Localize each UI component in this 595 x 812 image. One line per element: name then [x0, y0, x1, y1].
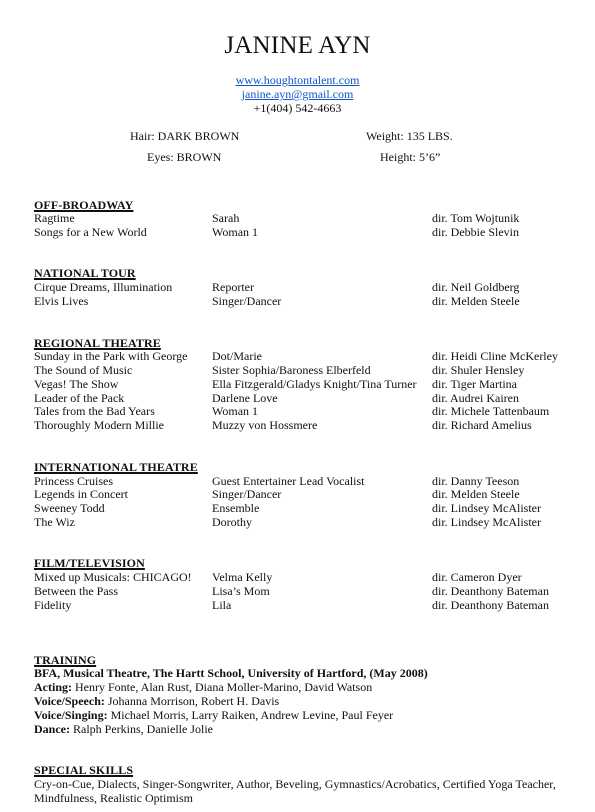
show-title: Leader of the Pack [34, 391, 125, 405]
role: Guest Entertainer Lead Vocalist [212, 474, 365, 488]
credit-row [0, 349, 595, 363]
section-title-training: TRAINING [34, 653, 97, 667]
director: dir. Lindsey McAlister [432, 501, 541, 515]
eye-color: Eyes: BROWN [147, 150, 222, 164]
role: Dot/Marie [212, 349, 262, 363]
section-title-international-theatre: INTERNATIONAL THEATRE [34, 460, 198, 474]
show-title: Between the Pass [34, 584, 118, 598]
credit-row [0, 501, 595, 515]
role: Woman 1 [212, 404, 259, 418]
director: dir. Neil Goldberg [432, 280, 520, 294]
training-value: Henry Fonte, Alan Rust, Diana Moller-Marino, David Watson [72, 680, 373, 694]
training-line [34, 694, 279, 708]
show-title: Thoroughly Modern Millie [34, 418, 164, 432]
training-label: Voice/Singing: [34, 708, 108, 722]
show-title: The Wiz [34, 515, 75, 529]
role: Ella Fitzgerald/Gladys Knight/Tina Turner [212, 377, 417, 391]
credit-row [0, 515, 595, 529]
degree-line: BFA, Musical Theatre, The Hartt School, University of Hartford, (May 2008) [34, 666, 428, 680]
training-value: Michael Morris, Larry Raiken, Andrew Levine, Paul Feyer [107, 708, 394, 722]
director: dir. Debbie Slevin [432, 225, 519, 239]
training-label: Voice/Speech: [34, 694, 105, 708]
credit-row [0, 474, 595, 488]
skills-line: Cry-on-Cue, Dialects, Singer-Songwriter, Author, Beveling, Gymnastics/Acrobatics, Certified Yoga Teacher, [34, 777, 556, 791]
section-title-special-skills: SPECIAL SKILLS [34, 763, 134, 777]
credit-row [0, 487, 595, 501]
director: dir. Tiger Martina [432, 377, 518, 391]
training-value: Ralph Perkins, Danielle Jolie [70, 722, 213, 736]
applicant-name: JANINE AYN [224, 32, 371, 59]
section-title-national-tour: NATIONAL TOUR [34, 266, 136, 280]
credit-row [0, 391, 595, 405]
director: dir. Richard Amelius [432, 418, 532, 432]
show-title: Sunday in the Park with George [34, 349, 188, 363]
director: dir. Melden Steele [432, 294, 520, 308]
role: Reporter [212, 280, 254, 294]
role: Lila [212, 598, 232, 612]
section-title-off-broadway: OFF-BROADWAY [34, 198, 134, 212]
director: dir. Michele Tattenbaum [432, 404, 550, 418]
weight: Weight: 135 LBS. [366, 129, 453, 143]
credit-row [0, 570, 595, 584]
director: dir. Shuler Hensley [432, 363, 525, 377]
director: dir. Deanthony Bateman [432, 584, 549, 598]
training-label: Dance: [34, 722, 70, 736]
credit-row [0, 418, 595, 432]
credit-row [0, 377, 595, 391]
hair-color: Hair: DARK BROWN [130, 129, 240, 143]
skills-line: Mindfulness, Realistic Optimism [34, 791, 193, 805]
role: Sister Sophia/Baroness Elberfeld [212, 363, 371, 377]
director: dir. Lindsey McAlister [432, 515, 541, 529]
credit-row [0, 294, 595, 308]
training-line [34, 680, 372, 694]
show-title: Songs for a New World [34, 225, 147, 239]
show-title: Vegas! The Show [34, 377, 119, 391]
section-title-regional-theatre: REGIONAL THEATRE [34, 336, 161, 350]
credit-row [0, 363, 595, 377]
credit-row [0, 280, 595, 294]
website-link[interactable]: www.houghtontalent.com [235, 73, 360, 87]
training-value: Johanna Morrison, Robert H. Davis [104, 694, 280, 708]
training-line [34, 722, 213, 736]
show-title: Mixed up Musicals: CHICAGO! [34, 570, 192, 584]
show-title: Cirque Dreams, Illumination [34, 280, 173, 294]
section-title-film-television: FILM/TELEVISION [34, 556, 145, 570]
role: Sarah [212, 211, 240, 225]
director: dir. Cameron Dyer [432, 570, 522, 584]
show-title: Sweeney Todd [34, 501, 105, 515]
show-title: Ragtime [34, 211, 75, 225]
role: Woman 1 [212, 225, 259, 239]
director: dir. Danny Teeson [432, 474, 520, 488]
credit-row [0, 404, 595, 418]
training-label: Acting: [34, 680, 72, 694]
contact-website-line [0, 73, 595, 87]
director: dir. Audrei Kairen [432, 391, 519, 405]
credit-row [0, 598, 595, 612]
contact-email-line [0, 87, 595, 101]
show-title: Fidelity [34, 598, 72, 612]
role: Velma Kelly [212, 570, 273, 584]
show-title: Tales from the Bad Years [34, 404, 155, 418]
role: Ensemble [212, 501, 260, 515]
height: Height: 5’6” [380, 150, 441, 164]
director: dir. Tom Wojtunik [432, 211, 520, 225]
director: dir. Deanthony Bateman [432, 598, 549, 612]
email-link[interactable]: janine.ayn@gmail.com [241, 87, 354, 101]
training-line [34, 708, 393, 722]
phone-number: +1(404) 542-4663 [253, 101, 342, 115]
show-title: Princess Cruises [34, 474, 113, 488]
role: Singer/Dancer [212, 487, 282, 501]
role: Singer/Dancer [212, 294, 282, 308]
role: Muzzy von Hossmere [212, 418, 318, 432]
credit-row [0, 584, 595, 598]
director: dir. Heidi Cline McKerley [432, 349, 558, 363]
role: Lisa’s Mom [212, 584, 270, 598]
director: dir. Melden Steele [432, 487, 520, 501]
role: Dorothy [212, 515, 252, 529]
credit-row [0, 211, 595, 225]
credit-row [0, 225, 595, 239]
show-title: Legends in Concert [34, 487, 128, 501]
show-title: The Sound of Music [34, 363, 133, 377]
show-title: Elvis Lives [34, 294, 89, 308]
role: Darlene Love [212, 391, 278, 405]
